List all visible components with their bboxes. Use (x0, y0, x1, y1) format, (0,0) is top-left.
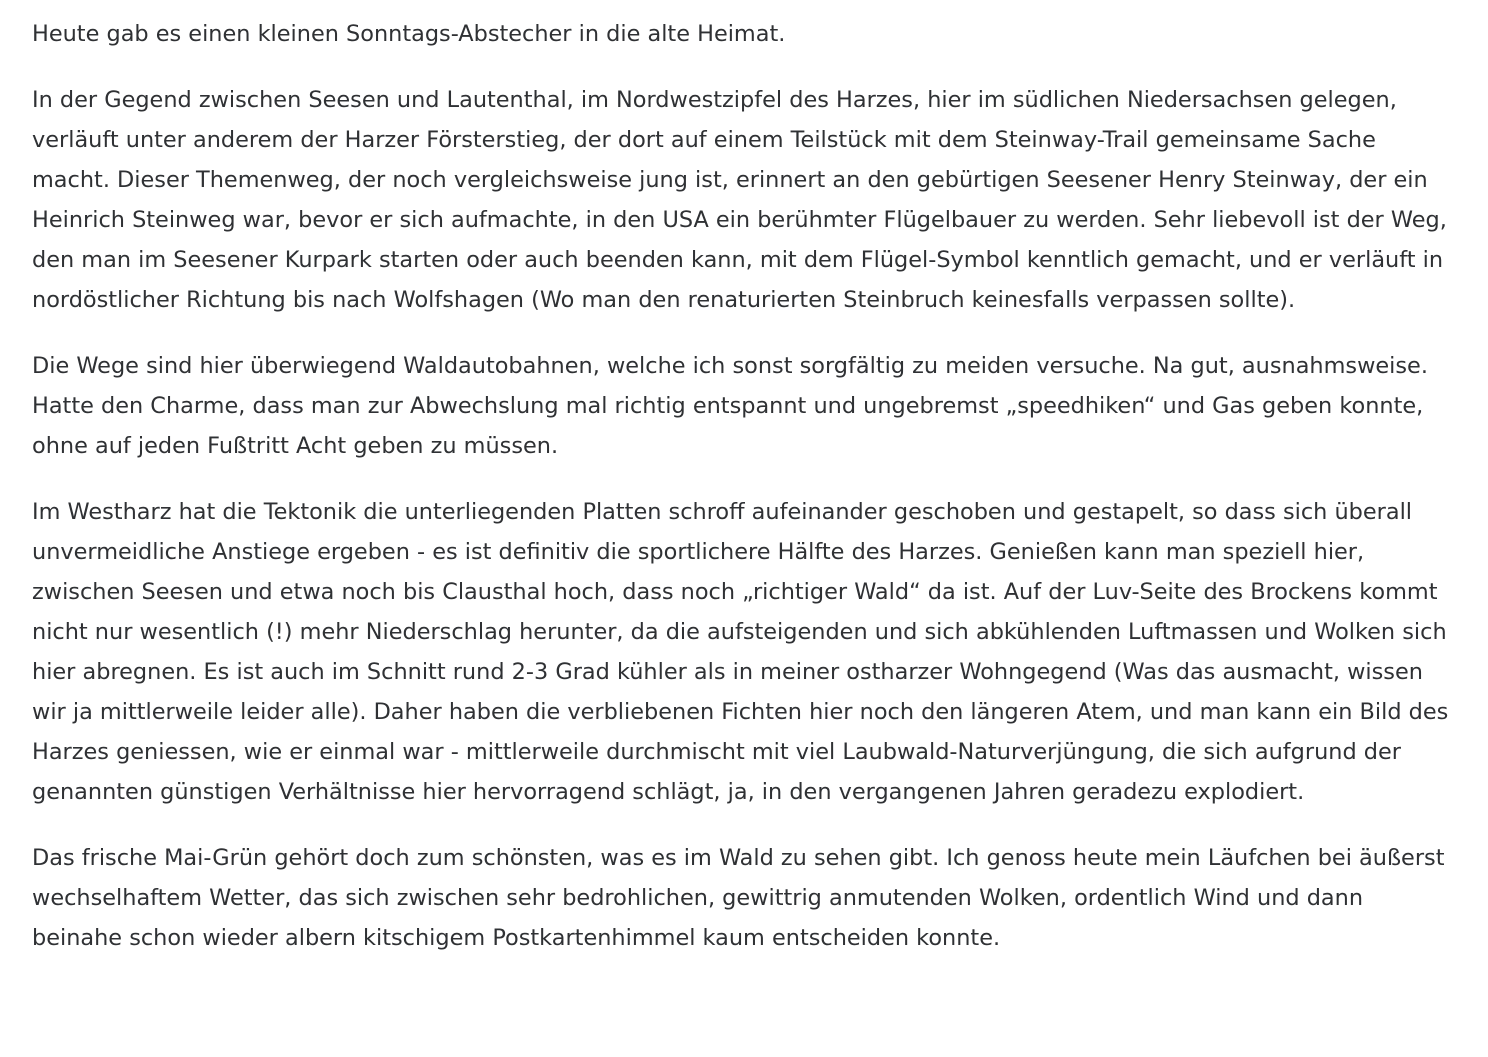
paragraph-may-green: Das frische Mai-Grün gehört doch zum schönsten, was es im Wald zu sehen gibt. Ich genoss heute mein Läufchen bei äußerst wechselhaftem Wetter, das sich zwischen sehr bedrohlichen, gewittrig anmutenden Wolken, ordentlich Wind und dann beinahe schon wieder albern kitschigem Postkartenhimmel kaum entscheiden konnte. (32, 845, 1445, 951)
paragraph-westharz: Im Westharz hat die Tektonik die unterliegenden Platten schroff aufeinander geschoben und gestapelt, so dass sich überall unvermeidliche Anstiege ergeben - es ist definitiv die sportlichere Hälfte des Harzes. Genießen kann man speziell hier, zwischen Seesen und etwa noch bis Clausthal hoch, dass noch „richtiger Wald“ da ist. Auf der Luv-Seite des Brockens kommt nicht nur wesentlich (!) mehr Niederschlag herunter, da die aufsteigenden und sich abkühlenden Luftmassen und Wolken sich hier abregnen. Es ist auch im Schnitt rund 2-3 Grad kühler als in meiner ostharzer Wohngegend (Was das ausmacht, wissen wir ja mittlerweile leider alle). Daher haben die verbliebenen Fichten hier noch den längeren Atem, und man kann ein Bild des Harzes geniessen, wie er einmal war - mittlerweile durchmischt mit viel Laubwald-Naturverjüngung, die sich aufgrund der genannten günstigen Verhältnisse hier hervorragend schlägt, ja, in den vergangenen Jahren geradezu explodiert. (32, 499, 1449, 805)
paragraph-paths: Die Wege sind hier überwiegend Waldautobahnen, welche ich sonst sorgfältig zu meiden versuche. Na gut, ausnahmsweise. Hatte den Charme, dass man zur Abwechslung mal richtig entspannt und ungebremst „speedhiken“ und Gas geben konnte, ohne auf jeden Fußtritt Acht geben zu müssen. (32, 353, 1428, 459)
paragraph-trail: In der Gegend zwischen Seesen und Lautenthal, im Nordwestzipfel des Harzes, hier im südlichen Niedersachsen gelegen, verläuft unter anderem der Harzer Försterstieg, der dort auf einem Teilstück mit dem Steinway-Trail gemeinsame Sache macht. Dieser Themenweg, der noch vergleichsweise jung ist, erinnert an den gebürtigen Seesener Henry Steinway, der ein Heinrich Steinweg war, bevor er sich aufmachte, in den USA ein berühmter Flügelbauer zu werden. Sehr liebevoll ist der Weg, den man im Seesener Kurpark starten oder auch beenden kann, mit dem Flügel-Symbol kenntlich gemacht, und er verläuft in nordöstlicher Richtung bis nach Wolfshagen (Wo man den renaturierten Steinbruch keinesfalls verpassen sollte). (32, 87, 1447, 313)
paragraph-intro: Heute gab es einen kleinen Sonntags-Abstecher in die alte Heimat. (32, 21, 786, 47)
